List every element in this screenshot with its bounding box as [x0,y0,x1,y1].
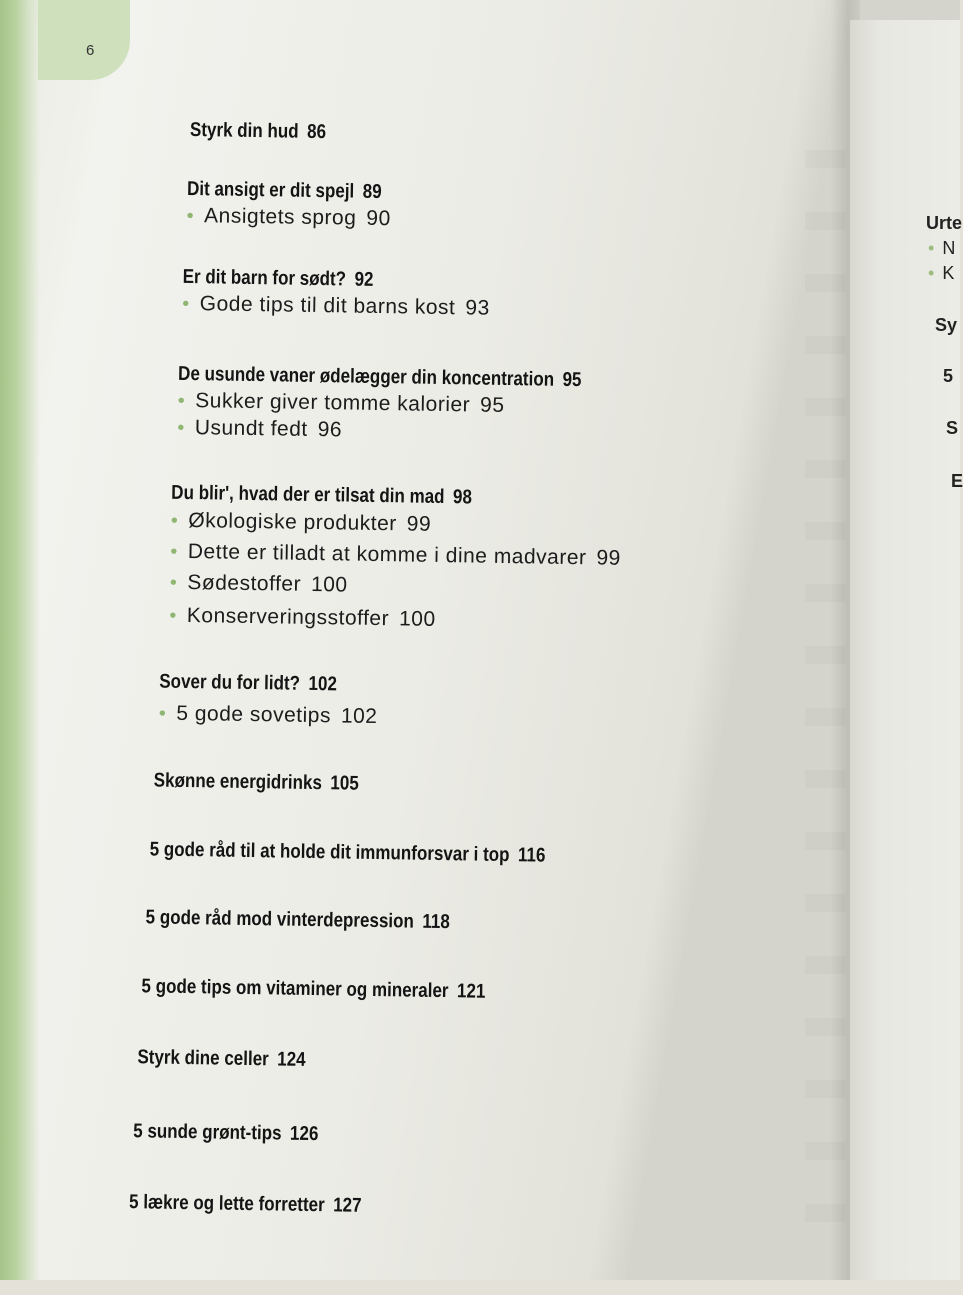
toc-heading-page: 124 [277,1048,306,1071]
toc-heading-title: 5 lækre og lette forretter [128,1191,325,1217]
bullet-icon: • [177,389,186,412]
toc-subitem [182,292,490,321]
bullet-icon: • [177,416,185,439]
toc-subitem-title: Ansigtets sprog [203,204,357,230]
toc-heading-page: 86 [306,120,327,144]
toc-subitem [177,416,342,443]
bullet-icon: • [186,204,195,228]
toc-subitem-title: Økologiske produkter [188,509,397,536]
toc-subitem-page: 99 [596,546,622,570]
toc-heading-page: 116 [517,844,546,867]
toc-heading-page: 89 [362,180,382,204]
toc-heading-title: Dit ansigt er dit spejl [186,177,355,203]
toc-heading [137,1046,306,1072]
bullet-icon: • [928,238,935,258]
toc-subitem-title: Usundt fedt [194,416,308,441]
toc-subitem [169,604,436,632]
toc-heading [129,1191,362,1218]
bullet-icon: • [169,571,178,594]
toc-heading-page: 95 [562,368,582,392]
toc-heading [159,671,337,697]
toc-subitem-title: Konserveringsstoffer [186,604,390,631]
toc-heading-page: 118 [422,910,450,934]
toc-heading [149,838,545,867]
toc-heading-page: 92 [354,268,374,291]
facing-page-heading: Urte [926,213,963,233]
bullet-icon: • [170,540,179,563]
toc-heading-page: 121 [456,980,486,1003]
toc-heading-title: 5 gode tips om vitaminer og mineraler [141,975,449,1003]
bullet-icon: • [182,292,190,316]
facing-page-heading: E [951,471,963,491]
toc-heading-page: 127 [333,1194,362,1217]
toc-subitem-title: Dette er tilladt at komme i dine madvarer [187,540,587,570]
toc-heading-title: 5 sunde grønt-tips [133,1120,282,1145]
toc-heading-title: 5 gode råd til at holde dit immunforsvar i top [149,838,510,867]
toc-heading [133,1120,318,1146]
toc-subitem-page: 100 [310,572,348,597]
toc-heading-title: Er dit barn for sødt? [182,265,347,291]
toc-heading-title: Styrk din hud [189,119,299,143]
toc-subitem [170,540,621,571]
toc-subitem-page: 100 [398,607,436,631]
toc-heading [154,770,359,796]
toc-heading-title: Skønne energidrinks [153,769,323,795]
toc-subitem-page: 102 [340,704,378,729]
toc-heading-page: 126 [289,1122,319,1146]
toc-heading-title: Styrk dine celler [137,1046,269,1071]
toc-heading [141,975,485,1003]
toc-subitem [170,571,348,598]
toc-heading-title: De usunde vaner ødelægger din koncentration [177,362,555,391]
toc-subitem-page: 99 [406,512,432,536]
facing-page [850,20,963,1280]
toc-subitem-page: 96 [317,418,343,442]
bullet-icon: • [170,509,179,532]
toc-heading-title: Du blir', hvad der er tilsat din mad [171,481,445,509]
toc-heading [190,119,326,144]
toc-subitem [159,702,378,729]
toc-heading-title: Sover du for lidt? [159,670,301,695]
toc-subitem-page: 93 [465,296,490,320]
bullet-icon: • [928,263,935,283]
toc-subitem-title: Sødestoffer [187,571,302,596]
bullet-icon: • [169,604,178,627]
toc-heading [182,266,373,292]
facing-page-heading: Sy [935,315,958,335]
toc-subitem [171,509,432,537]
toc-subitem [178,389,505,418]
toc-subitem-page: 90 [366,206,391,231]
toc-heading-page: 105 [330,772,359,795]
toc-heading [171,482,472,510]
toc-heading [178,363,582,392]
toc-subitem-title: 5 gode sovetips [176,701,332,728]
facing-page-heading: S [946,418,959,438]
toc-subitem [186,204,390,231]
toc-heading [145,906,450,934]
toc-heading [187,178,382,204]
toc-heading-page: 102 [308,672,338,696]
page-number: 6 [86,42,95,59]
facing-page-subitem: • K [928,263,955,283]
bullet-icon: • [158,702,167,725]
toc-heading-title: 5 gode råd mod vinterdepression [145,906,415,933]
toc-subitem-title: Sukker giver tomme kalorier [195,389,471,417]
facing-page-subitem: • N [928,238,956,258]
toc-subitem-title: Gode tips til dit barns kost [199,292,456,320]
toc-subitem-page: 95 [479,393,505,417]
facing-page-heading: 5 [943,366,954,386]
toc-heading-page: 98 [452,486,473,509]
